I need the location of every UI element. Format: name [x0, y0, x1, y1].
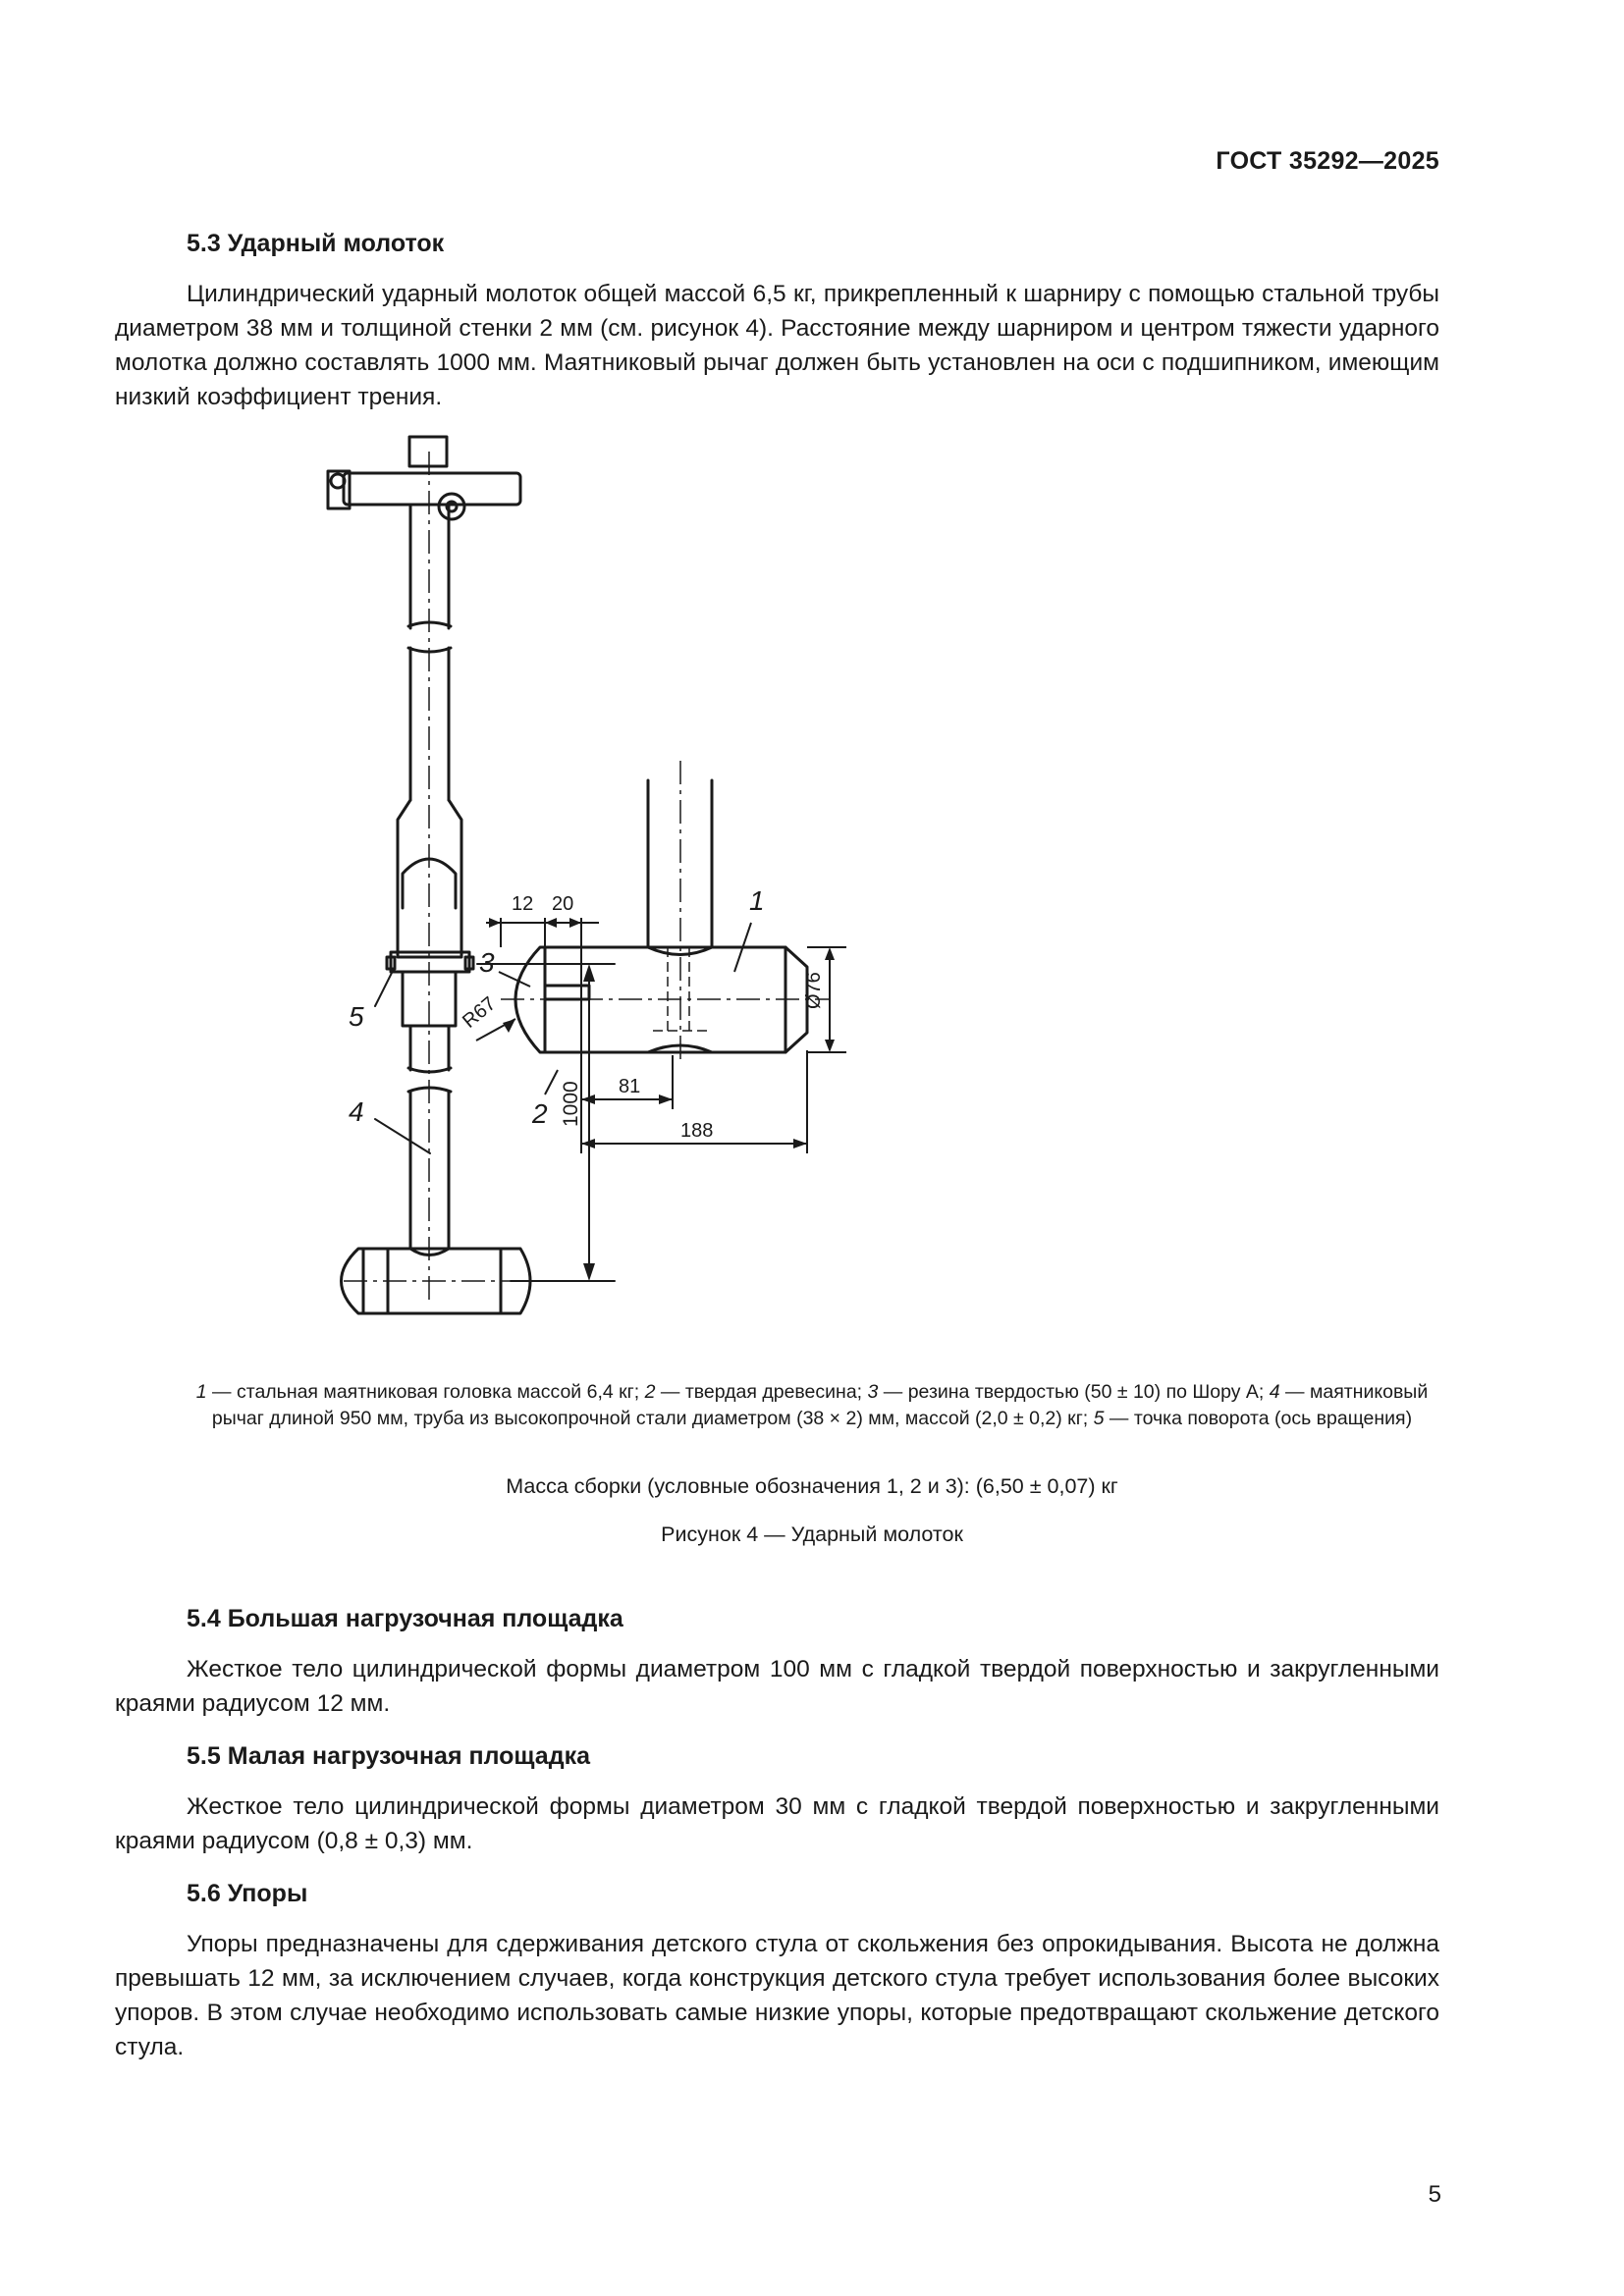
document-header-standard: ГОСТ 35292—2025 [1216, 147, 1439, 175]
section-title-5-5: 5.5 Малая нагрузочная площадка [187, 1742, 590, 1770]
arrow-1000-bottom [583, 1263, 595, 1281]
leader-2 [545, 1070, 558, 1095]
legend-key-2: 2 [644, 1381, 656, 1403]
section-text-5-3: Цилиндрический ударный молоток общей массой 6,5 кг, прикрепленный к шарниру с помощью стальной трубы диаметром 38 мм и толщиной стенки 2 мм (см. рисунок 4). Расстояние между шарниром и центром тяжести ударного молотка должно составлять 1000 мм. Маятниковый рычаг должен быть установлен на оси с подшипником, имеющим низкий коэффициент трения. [115, 281, 1439, 410]
clamp-body [344, 473, 520, 505]
figure-caption: Рисунок 4 — Ударный молоток [661, 1522, 963, 1546]
legend-text-2: — твердая древесина; [655, 1381, 868, 1403]
figure-4-drawing [265, 422, 1276, 1355]
section-title-5-4: 5.4 Большая нагрузочная площадка [187, 1605, 623, 1632]
label-3: 3 [479, 947, 495, 978]
dim-text-188: 188 [680, 1120, 714, 1142]
clamp-screw [439, 494, 464, 519]
dim-text-81: 81 [619, 1076, 641, 1097]
figure-4-impact-hammer [265, 422, 1276, 1355]
label-4: 4 [349, 1096, 364, 1127]
label-1: 1 [749, 885, 765, 916]
section-title-5-6: 5.6 Упоры [187, 1880, 308, 1907]
arrow-12-left [489, 918, 501, 928]
section-text-5-5: Жесткое тело цилиндрической формы диаметром 30 мм с гладкой твердой поверхностью и закругленными краями радиусом (0,8 ± 0,3) мм. [115, 1793, 1439, 1854]
arrow-81-right [659, 1095, 673, 1104]
arrow-12-right [545, 918, 557, 928]
figure-legend [177, 1379, 1447, 1432]
legend-key-3: 3 [867, 1381, 879, 1403]
arrow-20-right [569, 918, 581, 928]
page-number: 5 [1428, 2181, 1441, 2208]
section-text-5-6: Упоры предназначены для сдерживания детского стула от скольжения без опрокидывания. Высота не должна превышать 12 мм, за исключением случаев, когда конструкция детского стула требует использования более высоких упоров. В этом случае необходимо использовать самые низкие упоры, которые предотвращают скольжение детского стула. [115, 1931, 1439, 2060]
arrow-1000-top [583, 964, 595, 982]
arrow-188-right [793, 1139, 807, 1148]
mount-screw [545, 986, 589, 999]
arrow-76-top [825, 947, 835, 960]
dim-text-1000: 1000 [560, 1081, 582, 1127]
dim-text-12: 12 [512, 893, 534, 915]
dim-text-r67: R67 [459, 992, 501, 1033]
arrow-r67 [503, 1019, 515, 1033]
clamp-top-tube [409, 437, 447, 466]
legend-key-1: 1 [195, 1381, 207, 1403]
arrow-76-bottom [825, 1040, 835, 1052]
leader-4 [375, 1119, 430, 1153]
leader-5 [375, 967, 395, 1006]
leader-3 [499, 972, 530, 987]
legend-text-4: — маятниковый рычаг длиной 950 мм, труба из высокопрочной стали диаметром (38 × 2) мм, массой (2,0 ± 0,2) кг; [211, 1381, 1429, 1429]
dim-text-d76: Ø76 [803, 972, 825, 1009]
section-text-5-4: Жесткое тело цилиндрической формы диаметром 100 мм с гладкой твердой поверхностью и закругленными краями радиусом 12 мм. [115, 1656, 1439, 1717]
legend-text-3: — резина твердостью (50 ± 10) по Шору А; [878, 1381, 1270, 1403]
legend-key-4: 4 [1269, 1381, 1280, 1403]
section-title-5-3: 5.3 Ударный молоток [187, 230, 445, 257]
assembly-mass-note: Масса сборки (условные обозначения 1, 2 и 3): (6,50 ± 0,07) кг [506, 1474, 1118, 1498]
label-2: 2 [532, 1098, 548, 1129]
label-5: 5 [349, 1001, 364, 1032]
legend-text-5: — точка поворота (ось вращения) [1104, 1408, 1413, 1429]
legend-key-5: 5 [1093, 1408, 1105, 1429]
legend-text-1: — стальная маятниковая головка массой 6,4 кг; [206, 1381, 645, 1403]
pivot-axle [391, 952, 469, 972]
dim-text-20: 20 [552, 893, 574, 915]
